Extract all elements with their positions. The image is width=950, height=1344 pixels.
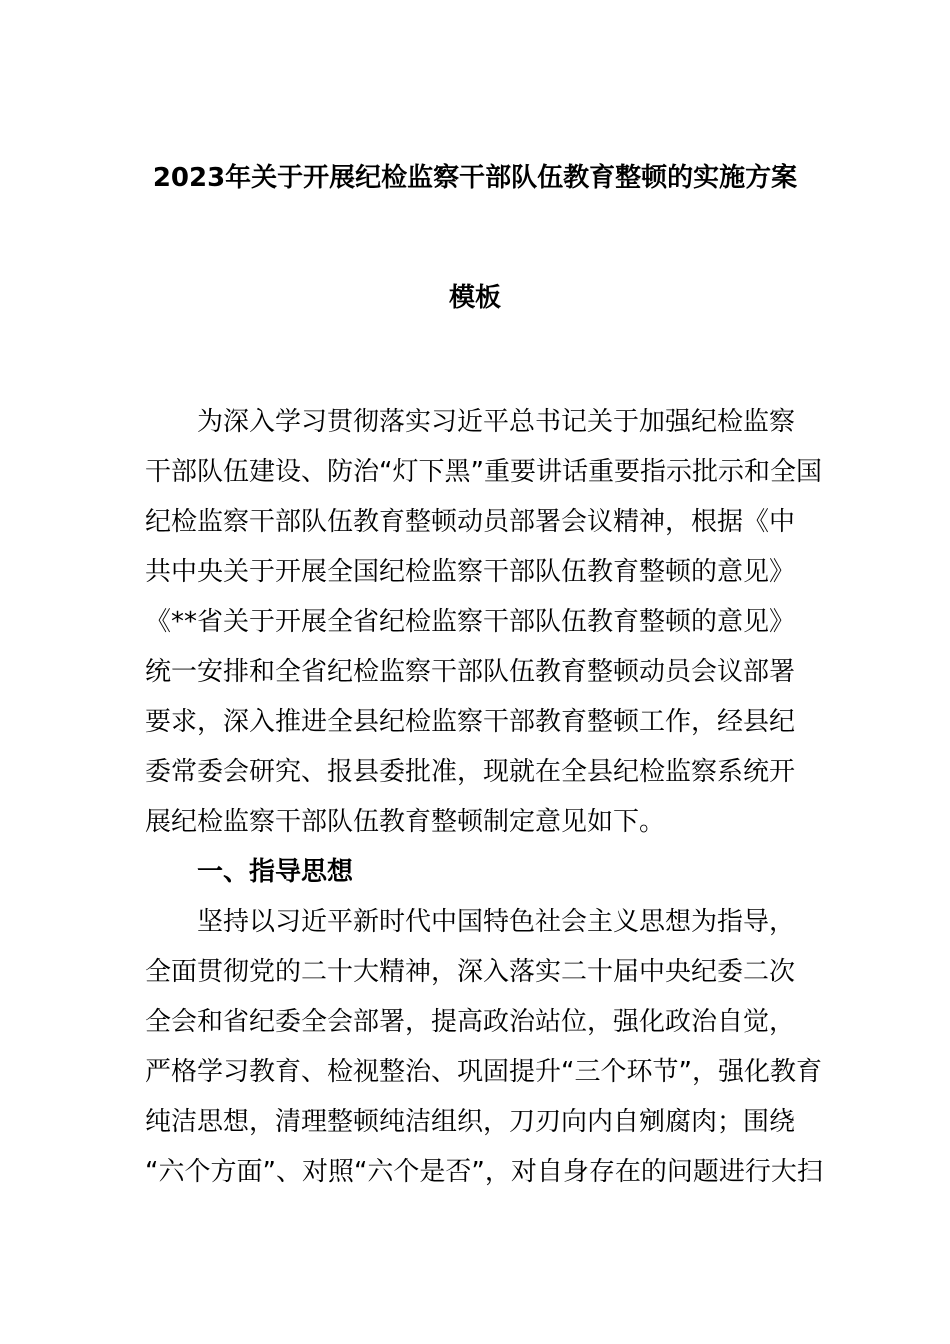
intro-paragraph-line: 干部队伍建设、防治“灯下黑”重要讲话重要指示批示和全国: [145, 457, 822, 487]
section-heading: 一、指导思想: [197, 857, 354, 887]
section-paragraph-line: “六个方面”、对照“六个是否”，对自身存在的问题进行大扫: [145, 1157, 823, 1187]
intro-paragraph-line: 展纪检监察干部队伍教育整顿制定意见如下。: [145, 807, 666, 837]
intro-paragraph-line: 《**省关于开展全省纪检监察干部队伍教育整顿的意见》: [145, 607, 796, 637]
intro-paragraph-line: 共中央关于开展全国纪检监察干部队伍教育整顿的意见》: [145, 557, 796, 587]
intro-paragraph-line: 统一安排和全省纪检监察干部队伍教育整顿动员会议部署: [145, 657, 796, 687]
intro-paragraph-line: 要求，深入推进全县纪检监察干部教育整顿工作，经县纪: [145, 707, 796, 737]
intro-paragraph-line: 纪检监察干部队伍教育整顿动员部署会议精神，根据《中: [145, 507, 796, 537]
section-paragraph-line: 纯洁思想，清理整顿纯洁组织，刀刃向内自剜腐肉；围绕: [145, 1107, 796, 1137]
intro-paragraph-line: 为深入学习贯彻落实习近平总书记关于加强纪检监察: [197, 407, 796, 437]
document-body: [145, 397, 823, 1197]
document-title: 2023年关于开展纪检监察干部队伍教育整顿的实施方案: [152, 163, 798, 193]
document-title-continuation: 模板: [448, 283, 501, 313]
section-paragraph-line: 坚持以习近平新时代中国特色社会主义思想为指导，: [197, 907, 796, 937]
section-paragraph-line: 严格学习教育、检视整治、巩固提升“三个环节”，强化教育: [145, 1057, 822, 1087]
section-paragraph-line: 全会和省纪委全会部署，提高政治站位，强化政治自觉，: [145, 1007, 796, 1037]
section-paragraph-line: 全面贯彻党的二十大精神，深入落实二十届中央纪委二次: [145, 957, 796, 987]
intro-paragraph-line: 委常委会研究、报县委批准，现就在全县纪检监察系统开: [145, 757, 796, 787]
